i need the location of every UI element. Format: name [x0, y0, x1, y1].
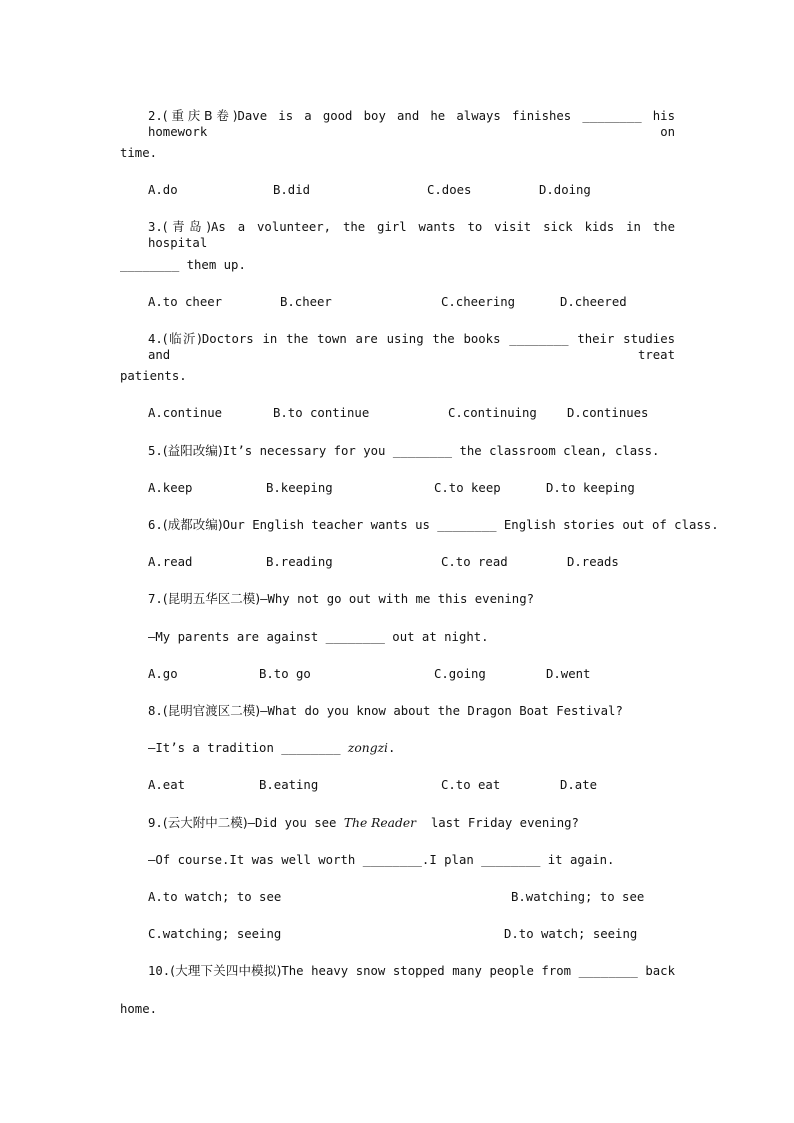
question-5-option-c: C.to keep	[434, 481, 501, 495]
question-source: (重庆B卷)	[162, 108, 238, 123]
question-7-dialogue-reply: —My parents are against ________ out at night.	[148, 630, 489, 644]
question-8-option-b: B.eating	[259, 778, 319, 792]
reply-text: —It’s a tradition ________	[148, 741, 348, 755]
question-number: 3.	[148, 220, 163, 234]
question-8-stem	[148, 703, 675, 719]
question-text: It’s necessary for you ________ the classroom clean, class.	[222, 444, 660, 458]
question-source: (大理下关四中模拟)	[170, 963, 282, 978]
question-4-option-c: C.continuing	[448, 406, 537, 420]
question-7-stem	[148, 591, 675, 607]
question-9-option-d: D.to watch; seeing	[504, 927, 638, 941]
question-number: 2.	[148, 109, 163, 123]
question-2-stem	[148, 108, 675, 139]
question-3-continuation: ________ them up.	[120, 258, 246, 272]
question-text: Dave is a good boy and he always finishes ________ his homework on	[148, 109, 675, 139]
question-4-option-d: D.continues	[567, 406, 649, 420]
question-9-option-a: A.to watch; to see	[148, 890, 282, 904]
question-4-stem	[148, 331, 675, 362]
question-6-option-a: A.read	[148, 555, 193, 569]
question-5-option-a: A.keep	[148, 481, 193, 495]
question-4-continuation: patients.	[120, 369, 187, 383]
question-7-option-b: B.to go	[259, 667, 311, 681]
question-text: —Why not go out with me this evening?	[260, 592, 535, 606]
question-10-continuation: home.	[120, 1002, 158, 1016]
question-number: 4.	[148, 332, 163, 346]
question-number: 6.	[148, 518, 163, 532]
question-3-option-c: C.cheering	[441, 295, 516, 309]
question-4-option-a: A.continue	[148, 406, 223, 420]
italic-title: The Reader	[343, 816, 417, 830]
question-7-option-d: D.went	[546, 667, 591, 681]
question-number: 8.	[148, 704, 163, 718]
question-8-dialogue-reply	[148, 740, 675, 756]
question-8-option-d: D.ate	[560, 778, 598, 792]
question-text: As a volunteer, the girl wants to visit sick kids in the hospital	[148, 220, 675, 250]
question-8-option-a: A.eat	[148, 778, 186, 792]
question-3-option-b: B.cheer	[280, 295, 332, 309]
question-number: 9.	[148, 816, 163, 830]
question-7-option-c: C.going	[434, 667, 486, 681]
question-10-stem	[148, 963, 675, 979]
question-5-option-d: D.to keeping	[546, 481, 635, 495]
question-3-option-d: D.cheered	[560, 295, 627, 309]
question-source: (临沂)	[162, 331, 202, 346]
question-6-option-c: C.to read	[441, 555, 508, 569]
question-source: (益阳改编)	[162, 443, 223, 458]
question-9-dialogue-reply: —Of course.It was well worth ________.I plan ________ it again.	[148, 853, 615, 867]
question-3-stem	[148, 219, 675, 250]
question-source: (云大附中二模)	[162, 815, 248, 830]
question-text: Doctors in the town are using the books ________ their studies and treat	[148, 332, 675, 362]
question-text: Our English teacher wants us ________ English stories out of class.	[222, 518, 719, 532]
question-3-option-a: A.to cheer	[148, 295, 223, 309]
question-7-option-a: A.go	[148, 667, 178, 681]
question-5-stem	[148, 443, 675, 459]
question-number: 7.	[148, 592, 163, 606]
question-source: (昆明五华区二模)	[162, 591, 261, 606]
question-text-end: last Friday evening?	[416, 816, 579, 830]
question-text: —Did you see	[247, 816, 344, 830]
question-2-option-a: A.do	[148, 183, 178, 197]
question-2-continuation: time.	[120, 146, 158, 160]
question-source: (昆明官渡区二模)	[162, 703, 261, 718]
question-2-option-c: C.does	[427, 183, 472, 197]
question-6-option-b: B.reading	[266, 555, 333, 569]
question-9-option-c: C.watching; seeing	[148, 927, 282, 941]
question-9-option-b: B.watching; to see	[511, 890, 645, 904]
question-2-option-b: B.did	[273, 183, 311, 197]
question-8-option-c: C.to eat	[441, 778, 501, 792]
italic-term: zongzi	[347, 741, 388, 755]
question-text: The heavy snow stopped many people from ________ back	[281, 964, 675, 978]
question-number: 10.	[148, 964, 171, 978]
question-source: (青岛)	[162, 219, 212, 234]
question-4-option-b: B.to continue	[273, 406, 370, 420]
question-source: (成都改编)	[162, 517, 223, 532]
question-2-option-d: D.doing	[539, 183, 591, 197]
reply-punctuation: .	[387, 741, 396, 755]
question-6-stem	[148, 517, 719, 533]
question-number: 5.	[148, 444, 163, 458]
question-9-stem	[148, 815, 675, 831]
question-6-option-d: D.reads	[567, 555, 619, 569]
question-5-option-b: B.keeping	[266, 481, 333, 495]
question-text: —What do you know about the Dragon Boat Festival?	[260, 704, 623, 718]
